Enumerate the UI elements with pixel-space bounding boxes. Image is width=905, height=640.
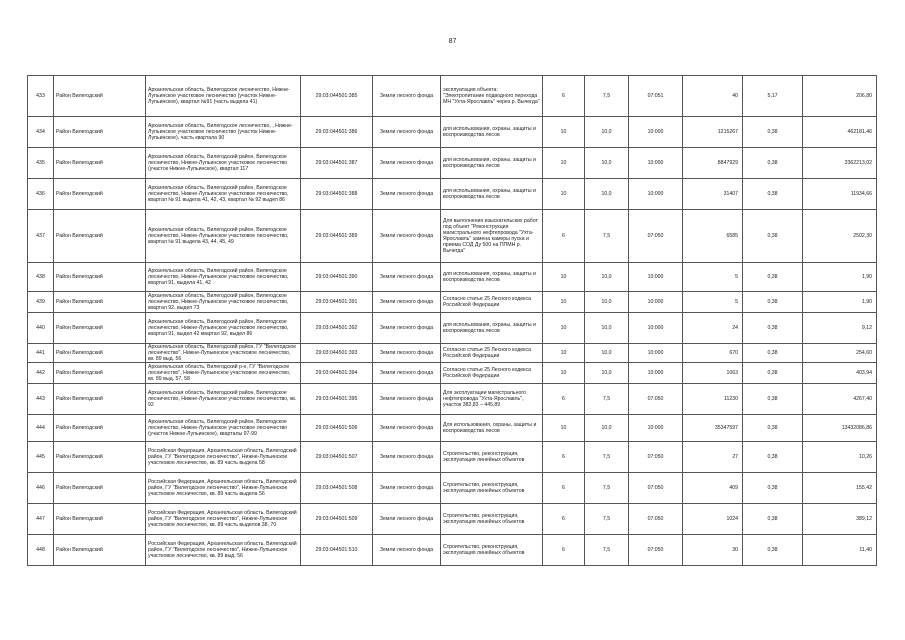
- land-category-cell: Земли лесного фонда: [373, 504, 441, 535]
- location-cell: Российская Федерация, Архангельская область, Вилегодский район, ГУ "Вилегодское лесничество", Нижне-Лупьинское участковое лесничество, кв. 89 часть выдела 58: [146, 442, 301, 473]
- rate-percent-cell: 10,0: [585, 117, 629, 148]
- land-category-cell: Земли лесного фонда: [373, 473, 441, 504]
- rate-percent-cell: 10,0: [585, 344, 629, 363]
- cadastral-number-cell: 29:03:044501:395: [301, 384, 373, 415]
- code-cell: 07:050: [629, 473, 683, 504]
- rate-percent-cell: 10,0: [585, 179, 629, 210]
- value-cell: 10,26: [803, 442, 877, 473]
- cadastral-number-cell: 29:03:044501:387: [301, 148, 373, 179]
- row-number: 434: [28, 117, 54, 148]
- rate-percent-cell: 10,0: [585, 292, 629, 313]
- row-number: 436: [28, 179, 54, 210]
- coefficient-cell: 0,38: [743, 344, 803, 363]
- table-row: [28, 384, 877, 415]
- rate-percent-cell: 7,5: [585, 473, 629, 504]
- value-cell: 403,94: [803, 363, 877, 384]
- code-cell: 10:000: [629, 148, 683, 179]
- rate-code-cell: 10: [543, 117, 585, 148]
- land-category-cell: Земли лесного фонда: [373, 363, 441, 384]
- rate-code-cell: 6: [543, 384, 585, 415]
- district-cell: Район Вилегодский: [54, 344, 146, 363]
- coefficient-cell: 5,17: [743, 76, 803, 117]
- permitted-use-cell: Согласно статье 25 Лесного кодекса Российской Федерации: [441, 363, 543, 384]
- permitted-use-cell: эксплуатация объекта: "Электропитание подводного перехода МН "Ухта-Ярославль" через р. Вычегда": [441, 76, 543, 117]
- district-cell: Район Вилегодский: [54, 292, 146, 313]
- row-number: 443: [28, 384, 54, 415]
- row-number: 448: [28, 535, 54, 566]
- district-cell: Район Вилегодский: [54, 210, 146, 263]
- location-cell: Российская Федерация, Архангельская область, Вилегодский район, ГУ "Вилегодское лесничество", Нижне-Лупьинское участковое лесничество, кв. 89 выд. 56: [146, 535, 301, 566]
- cadastral-number-cell: 29:03:044501:390: [301, 263, 373, 292]
- value-cell: 462181,46: [803, 117, 877, 148]
- coefficient-cell: 0,38: [743, 210, 803, 263]
- table-row: [28, 76, 877, 117]
- area-cell: 1024: [683, 504, 743, 535]
- rate-percent-cell: 7,5: [585, 535, 629, 566]
- cadastral-number-cell: 29:03:044501:391: [301, 292, 373, 313]
- code-cell: 07:050: [629, 442, 683, 473]
- rate-percent-cell: 10,0: [585, 363, 629, 384]
- rate-percent-cell: 10,0: [585, 148, 629, 179]
- land-category-cell: Земли лесного фонда: [373, 263, 441, 292]
- location-cell: Архангельская область, Вилегодский район, Вилегодское лесничество, Нижне-Лупьинское участковое лесничество, квартал 92, выдел 73: [146, 292, 301, 313]
- location-cell: Архангельская область, Вилегодский район, Вилегодское лесничество, Нижне-Лупьинское участковое лесничество (участок Нижне-Лупьинское), квартал 117: [146, 148, 301, 179]
- district-cell: Район Вилегодский: [54, 263, 146, 292]
- permitted-use-cell: Согласно статье 25 Лесного кодекса Российской Федерации: [441, 344, 543, 363]
- cadastral-number-cell: 29:03:044501:389: [301, 210, 373, 263]
- permitted-use-cell: Строительство, реконструкция, эксплуатация линейных объектов: [441, 504, 543, 535]
- cadastral-number-cell: 29:03:044501:394: [301, 363, 373, 384]
- coefficient-cell: 0,38: [743, 363, 803, 384]
- area-cell: 24: [683, 313, 743, 344]
- row-number: 442: [28, 363, 54, 384]
- coefficient-cell: 0,38: [743, 504, 803, 535]
- land-category-cell: Земли лесного фонда: [373, 117, 441, 148]
- district-cell: Район Вилегодский: [54, 363, 146, 384]
- coefficient-cell: 0,38: [743, 148, 803, 179]
- rate-code-cell: 10: [543, 292, 585, 313]
- district-cell: Район Вилегодский: [54, 117, 146, 148]
- row-number: 438: [28, 263, 54, 292]
- table-row: [28, 292, 877, 313]
- row-number: 435: [28, 148, 54, 179]
- row-number: 440: [28, 313, 54, 344]
- area-cell: 35347597: [683, 415, 743, 442]
- permitted-use-cell: Строительство, реконструкция, эксплуатация линейных объектов: [441, 473, 543, 504]
- table-row: [28, 535, 877, 566]
- table-row: [28, 263, 877, 292]
- rate-code-cell: 10: [543, 313, 585, 344]
- permitted-use-cell: Согласно статье 25 Лесного кодекса Российской Федерации: [441, 292, 543, 313]
- coefficient-cell: 0,38: [743, 292, 803, 313]
- land-category-cell: Земли лесного фонда: [373, 210, 441, 263]
- permitted-use-cell: для использования, охраны, защиты и воспроизводства лесов: [441, 117, 543, 148]
- location-cell: Российская Федерация, Архангельская область, Вилегодский район, ГУ "Вилегодское лесничество", Нижне-Лупьинское участковое лесничество, кв. 89 часть выдела 56: [146, 473, 301, 504]
- coefficient-cell: 0,38: [743, 442, 803, 473]
- land-category-cell: Земли лесного фонда: [373, 384, 441, 415]
- row-number: 437: [28, 210, 54, 263]
- land-category-cell: Земли лесного фонда: [373, 415, 441, 442]
- value-cell: 1,90: [803, 263, 877, 292]
- rate-code-cell: 6: [543, 504, 585, 535]
- rate-code-cell: 6: [543, 473, 585, 504]
- rate-percent-cell: 7,5: [585, 210, 629, 263]
- code-cell: 10:000: [629, 344, 683, 363]
- table-row: [28, 415, 877, 442]
- area-cell: 670: [683, 344, 743, 363]
- cadastral-number-cell: 29:03:044501:508: [301, 473, 373, 504]
- location-cell: Архангельская область, Вилегодский район, Вилегодское лесничество, Нижне-Лупьинское участковое лесничество, квартал 91, выдел 42 квартал 92, выдел 86: [146, 313, 301, 344]
- code-cell: 10:000: [629, 363, 683, 384]
- rate-percent-cell: 7,5: [585, 384, 629, 415]
- area-cell: 1215267: [683, 117, 743, 148]
- district-cell: Район Вилегодский: [54, 148, 146, 179]
- coefficient-cell: 0,38: [743, 384, 803, 415]
- permitted-use-cell: для использования, охраны, защиты и воспроизводства лесов: [441, 263, 543, 292]
- rate-percent-cell: 10,0: [585, 263, 629, 292]
- land-category-cell: Земли лесного фонда: [373, 535, 441, 566]
- land-category-cell: Земли лесного фонда: [373, 313, 441, 344]
- area-cell: 5: [683, 292, 743, 313]
- rate-code-cell: 6: [543, 442, 585, 473]
- cadastral-number-cell: 29:03:044501:507: [301, 442, 373, 473]
- value-cell: 254,60: [803, 344, 877, 363]
- code-cell: 07:050: [629, 504, 683, 535]
- permitted-use-cell: Для выполнения изыскательских работ под объект "Реконструкция магистрального нефтепровода "Ухта-Ярославль" замена камеры пуска и приема СОД Ду 500 на ППМН р. Вычегда": [441, 210, 543, 263]
- value-cell: 11934,66: [803, 179, 877, 210]
- location-cell: Российская Федерация, Архангельская область, Вилегодский район, ГУ "Вилегодское лесничество", Нижне-Лупьинское участковое лесничество, кв. 89 часть выделов 38, 70: [146, 504, 301, 535]
- code-cell: 07:050: [629, 210, 683, 263]
- rate-percent-cell: 10,0: [585, 415, 629, 442]
- district-cell: Район Вилегодский: [54, 384, 146, 415]
- rate-percent-cell: 7,5: [585, 442, 629, 473]
- value-cell: 13432086,86: [803, 415, 877, 442]
- page-number: 87: [448, 38, 457, 45]
- row-number: 441: [28, 344, 54, 363]
- table-row: [28, 504, 877, 535]
- permitted-use-cell: Строительство, реконструкция, эксплуатация линейных объектов: [441, 535, 543, 566]
- rate-percent-cell: 7,5: [585, 76, 629, 117]
- value-cell: 1,90: [803, 292, 877, 313]
- table-row: [28, 210, 877, 263]
- cadastral-number-cell: 29:03:044501:510: [301, 535, 373, 566]
- rate-code-cell: 6: [543, 210, 585, 263]
- code-cell: 10:000: [629, 179, 683, 210]
- district-cell: Район Вилегодский: [54, 415, 146, 442]
- code-cell: 10:000: [629, 415, 683, 442]
- district-cell: Район Вилегодский: [54, 313, 146, 344]
- row-number: 439: [28, 292, 54, 313]
- cadastral-number-cell: 29:03:044501:506: [301, 415, 373, 442]
- table-row: [28, 148, 877, 179]
- row-number: 446: [28, 473, 54, 504]
- table-row: [28, 313, 877, 344]
- cadastral-number-cell: 29:03:044501:393: [301, 344, 373, 363]
- area-cell: 5: [683, 263, 743, 292]
- rate-code-cell: 10: [543, 148, 585, 179]
- permitted-use-cell: Для эксплуатации магистрального нефтепровода "Ухта-Ярославль", участок 382,83 – 445,89: [441, 384, 543, 415]
- value-cell: 9,12: [803, 313, 877, 344]
- rate-percent-cell: 7,5: [585, 504, 629, 535]
- value-cell: 155,42: [803, 473, 877, 504]
- rate-percent-cell: 10,0: [585, 313, 629, 344]
- cadastral-number-cell: 29:03:044501:388: [301, 179, 373, 210]
- permitted-use-cell: для использования, охраны, защиты и воспроизводства лесов: [441, 313, 543, 344]
- land-category-cell: Земли лесного фонда: [373, 344, 441, 363]
- table-row: [28, 344, 877, 363]
- location-cell: Архангельская область, Вилегодское лесничество, Нижне-Лупьинское участковое лесничество (участок Нижне-Лупьинское), квартал №91 (часть выдела 41): [146, 76, 301, 117]
- land-category-cell: Земли лесного фонда: [373, 292, 441, 313]
- value-cell: 389,12: [803, 504, 877, 535]
- coefficient-cell: 0,38: [743, 179, 803, 210]
- location-cell: Архангельская область, Вилегодский район, Вилегодское лесничество, Нижне-Лупьинское участковое лесничество, квартал № 91 выдела 43, 44, 45, 49: [146, 210, 301, 263]
- table-row: [28, 363, 877, 384]
- code-cell: 07:051: [629, 76, 683, 117]
- row-number: 445: [28, 442, 54, 473]
- district-cell: Район Вилегодский: [54, 504, 146, 535]
- cadastral-number-cell: 29:03:044501:392: [301, 313, 373, 344]
- area-cell: 30: [683, 535, 743, 566]
- location-cell: Архангельская область, Вилегодский район, Вилегодское лесничество, Нижне-Лупьинское участковое лесничество (участок Нижне-Лупьинское), кварталы 97-99: [146, 415, 301, 442]
- value-cell: 2502,30: [803, 210, 877, 263]
- district-cell: Район Вилегодский: [54, 535, 146, 566]
- value-cell: 206,80: [803, 76, 877, 117]
- rate-code-cell: 6: [543, 76, 585, 117]
- table-row: [28, 442, 877, 473]
- district-cell: Район Вилегодский: [54, 76, 146, 117]
- location-cell: Архангельская область, Вилегодский район, Вилегодское лесничество, Нижне-Лупьинское участковое лесничество, квартал № 91 выдела 41, 42, 43, квартал № 92 выдел 86: [146, 179, 301, 210]
- row-number: 433: [28, 76, 54, 117]
- cadastral-number-cell: 29:03:044501:385: [301, 76, 373, 117]
- cadastral-number-cell: 29:03:044501:509: [301, 504, 373, 535]
- code-cell: 07:050: [629, 384, 683, 415]
- table-row: [28, 473, 877, 504]
- area-cell: 11230: [683, 384, 743, 415]
- rate-code-cell: 10: [543, 344, 585, 363]
- land-registry-table: [27, 75, 877, 566]
- coefficient-cell: 0,38: [743, 415, 803, 442]
- land-category-cell: Земли лесного фонда: [373, 76, 441, 117]
- row-number: 444: [28, 415, 54, 442]
- rate-code-cell: 10: [543, 263, 585, 292]
- rate-code-cell: 6: [543, 535, 585, 566]
- district-cell: Район Вилегодский: [54, 179, 146, 210]
- area-cell: 40: [683, 76, 743, 117]
- code-cell: 10:000: [629, 263, 683, 292]
- coefficient-cell: 0,38: [743, 313, 803, 344]
- permitted-use-cell: для использования, охраны, защиты и воспроизводства лесов: [441, 148, 543, 179]
- code-cell: 10:000: [629, 313, 683, 344]
- value-cell: 3362213,02: [803, 148, 877, 179]
- location-cell: Архангельская область, Вилегодский район, Вилегодское лесничество, Нижне-Лупьинское участковое лесничество, квартал 91, выдела 41, 42: [146, 263, 301, 292]
- coefficient-cell: 0,38: [743, 263, 803, 292]
- value-cell: 11,40: [803, 535, 877, 566]
- location-cell: Архангельская область, Вилегодский р-н, ГУ "Вилегодское лесничество", Нижне-Лупьинское участковое лесничество, кв. 89 выд. 57, 58: [146, 363, 301, 384]
- coefficient-cell: 0,38: [743, 473, 803, 504]
- cadastral-number-cell: 29:03:044501:386: [301, 117, 373, 148]
- land-category-cell: Земли лесного фонда: [373, 442, 441, 473]
- rate-code-cell: 10: [543, 415, 585, 442]
- area-cell: 6585: [683, 210, 743, 263]
- table-body: [28, 76, 877, 566]
- code-cell: 07:050: [629, 535, 683, 566]
- area-cell: 1063: [683, 363, 743, 384]
- table-row: [28, 179, 877, 210]
- permitted-use-cell: Строительство, реконструкция, эксплуатация линейных объектов: [441, 442, 543, 473]
- land-category-cell: Земли лесного фонда: [373, 179, 441, 210]
- area-cell: 8847929: [683, 148, 743, 179]
- coefficient-cell: 0,38: [743, 535, 803, 566]
- area-cell: 409: [683, 473, 743, 504]
- district-cell: Район Вилегодский: [54, 442, 146, 473]
- rate-code-cell: 10: [543, 179, 585, 210]
- location-cell: Архангельская область, Вилегодское лесничество, , Нижне-Лупьинское участковое лесничество (участок Нижне-Лупьинское), часть квартала 90: [146, 117, 301, 148]
- location-cell: Архангельская область, Вилегодский район, ГУ "Вилегодское лесничество", Нижне-Лупьинское участковое лесничество, кв. 89 выд. 56: [146, 344, 301, 363]
- land-category-cell: Земли лесного фонда: [373, 148, 441, 179]
- permitted-use-cell: Для использования, охраны, защиты и воспроизводства лесов: [441, 415, 543, 442]
- row-number: 447: [28, 504, 54, 535]
- coefficient-cell: 0,38: [743, 117, 803, 148]
- district-cell: Район Вилегодский: [54, 473, 146, 504]
- code-cell: 10:000: [629, 292, 683, 313]
- permitted-use-cell: для использования, охраны, защиты и воспроизводства лесов: [441, 179, 543, 210]
- value-cell: 4267,40: [803, 384, 877, 415]
- table-row: [28, 117, 877, 148]
- location-cell: Архангельская область, Вилегодский район, Вилегодское лесничество, Нижне-Лупьинское участковое лесничество, кв. 92: [146, 384, 301, 415]
- area-cell: 31407: [683, 179, 743, 210]
- area-cell: 27: [683, 442, 743, 473]
- code-cell: 10:000: [629, 117, 683, 148]
- rate-code-cell: 10: [543, 363, 585, 384]
